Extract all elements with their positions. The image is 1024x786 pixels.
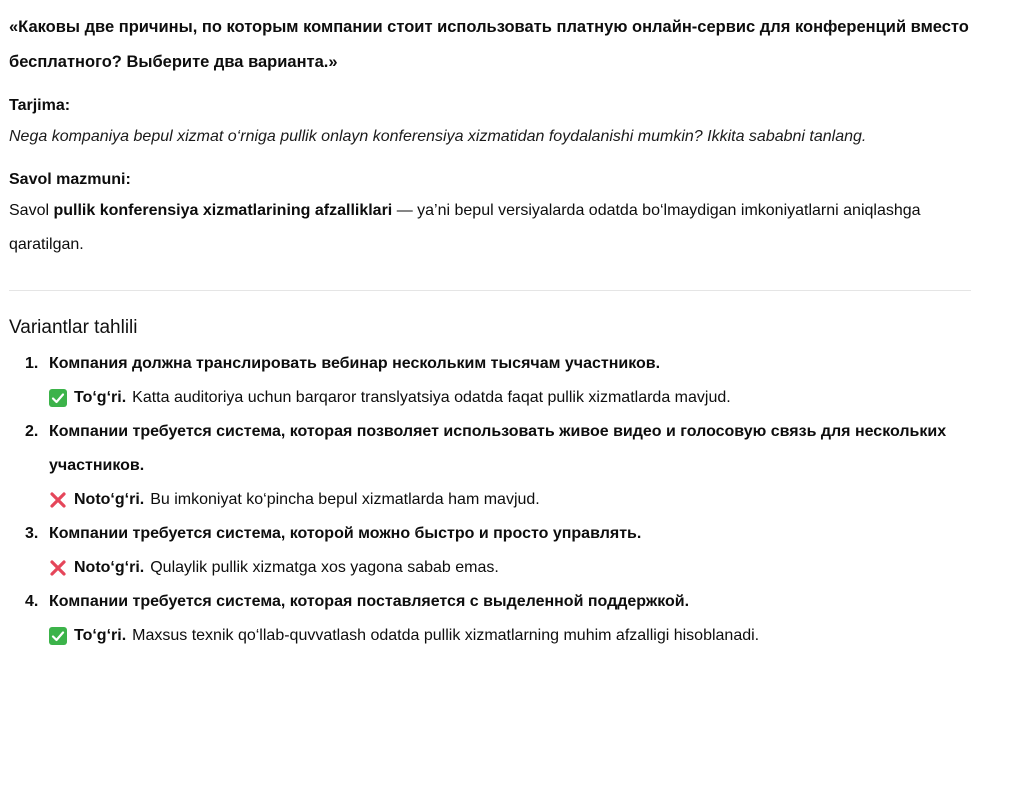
option-number: 2. xyxy=(25,423,39,440)
question-text: «Каковы две причины, по которым компании стоит использовать платную онлайн-сервис для конференций вместо бесплатного? Выберите два варианта.» xyxy=(9,18,969,71)
option-number: 3. xyxy=(25,525,39,542)
meaning-bold: pullik konferensiya xizmatlarining afzalliklari xyxy=(53,202,393,219)
option-verdict xyxy=(49,381,971,415)
meaning-text xyxy=(9,194,971,262)
option-text: Компании требуется система, которой можно быстро и просто управлять. xyxy=(49,525,642,542)
option-verdict xyxy=(49,619,971,653)
option-verdict xyxy=(49,483,971,517)
divider xyxy=(9,290,971,291)
verdict-explanation: Maxsus texnik qo‘llab-quvvatlash odatda pullik xizmatlarning muhim afzalligi hisoblanadi. xyxy=(132,627,760,644)
answer-content xyxy=(9,10,971,653)
option-item xyxy=(9,347,971,415)
verdict-label: To‘g‘ri. xyxy=(74,389,127,406)
verdict-label: Noto‘g‘ri. xyxy=(74,491,145,508)
translation-section xyxy=(9,92,971,154)
verdict-label: Noto‘g‘ri. xyxy=(74,559,145,576)
verdict-explanation: Bu imkoniyat ko‘pincha bepul xizmatlarda ham mavjud. xyxy=(150,491,540,508)
option-text: Компания должна транслировать вебинар нескольким тысячам участников. xyxy=(49,355,661,372)
verdict-explanation: Katta auditoriya uchun barqaror translyatsiya odatda faqat pullik xizmatlarda mavjud. xyxy=(132,389,731,406)
option-number: 1. xyxy=(25,355,39,372)
cross-icon xyxy=(49,559,67,577)
verdict-explanation: Qulaylik pullik xizmatga xos yagona sabab emas. xyxy=(150,559,499,576)
verdict-label: To‘g‘ri. xyxy=(74,627,127,644)
meaning-suffix: — ya’ni bepul versiyalarda odatda bo‘lmaydigan imkoniyatlarni aniqlashga qaratilgan. xyxy=(9,202,921,253)
option-verdict xyxy=(49,551,971,585)
check-icon xyxy=(49,389,67,407)
translation-label: Tarjima: xyxy=(9,97,71,114)
meaning-prefix: Savol xyxy=(9,202,54,219)
options-list xyxy=(9,347,971,653)
option-text: Компании требуется система, которая позволяет использовать живое видео и голосовую связь для нескольких участников. xyxy=(49,423,947,474)
option-item xyxy=(9,585,971,653)
meaning-label: Savol mazmuni: xyxy=(9,171,131,188)
option-number: 4. xyxy=(25,593,39,610)
meaning-section xyxy=(9,166,971,262)
cross-icon xyxy=(49,491,67,509)
option-text: Компании требуется система, которая поставляется с выделенной поддержкой. xyxy=(49,593,690,610)
check-icon xyxy=(49,627,67,645)
translation-text: Nega kompaniya bepul xizmat o‘rniga pullik onlayn konferensiya xizmatidan foydalanishi mumkin? Ikkita sababni tanlang. xyxy=(9,128,867,145)
analysis-heading: Variantlar tahlili xyxy=(9,317,138,338)
option-item xyxy=(9,517,971,585)
option-item xyxy=(9,415,971,517)
